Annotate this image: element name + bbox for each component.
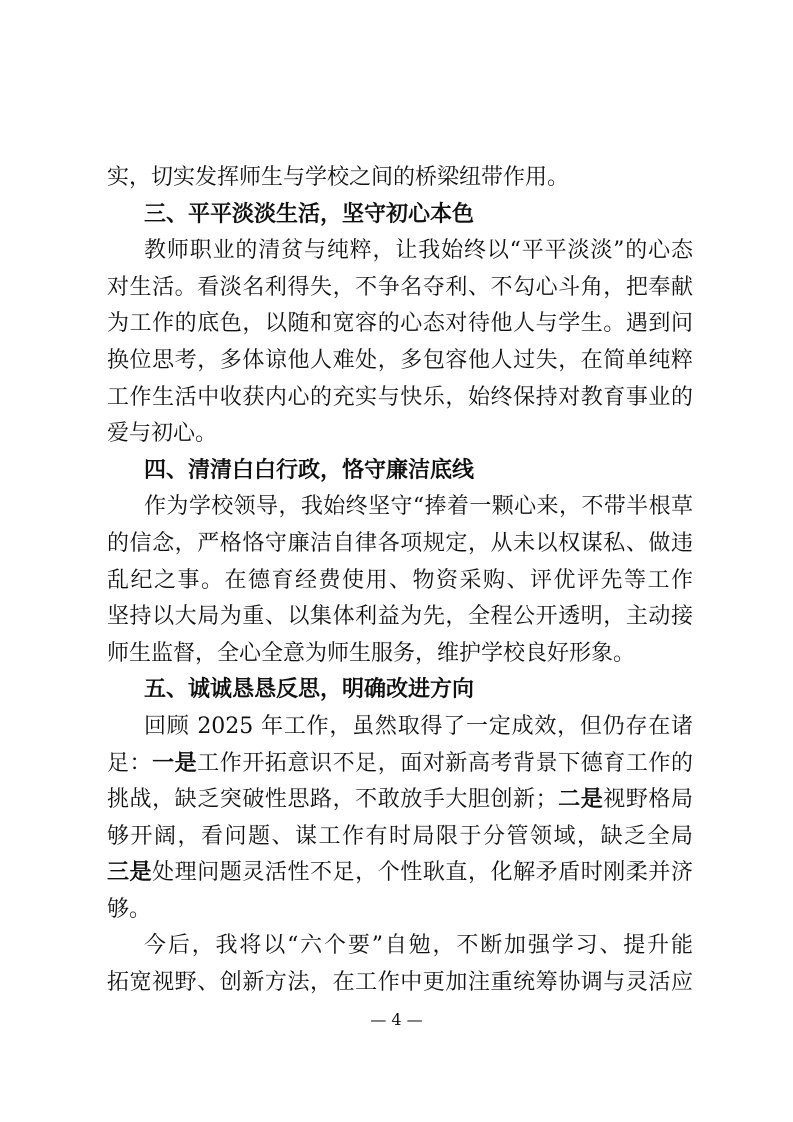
page-number: — 4 — xyxy=(370,1010,423,1029)
text-line xyxy=(107,233,693,270)
text-line xyxy=(107,270,693,307)
text-line xyxy=(107,306,693,343)
text-line xyxy=(107,965,693,1002)
text-segment: 够。 xyxy=(107,896,152,922)
text-segment: 今后，我将以“六个要”自勉，不断加强学习、提升能 xyxy=(144,933,693,959)
text-segment: 工作开拓意识不足，面对新高考背景下德育工作的 xyxy=(197,750,693,776)
text-line xyxy=(107,599,693,636)
document-body xyxy=(107,160,693,1002)
text-line xyxy=(107,892,693,929)
section-heading xyxy=(107,672,693,709)
text-line xyxy=(107,416,693,453)
text-segment: 的信念，严格恪守廉洁自律各项规定，从未以权谋私、做违 xyxy=(107,530,693,556)
text-segment: 作为学校领导，我始终坚守“捧着一颗心来，不带半根草 xyxy=(144,494,693,520)
text-segment: 四、清清白白行政，恪守廉洁底线 xyxy=(144,457,475,483)
bold-text: 三是 xyxy=(107,860,153,886)
text-line xyxy=(107,343,693,380)
text-segment: 为工作的底色，以随和宽容的心态对待他人与学生。遇到问 xyxy=(107,311,693,337)
text-segment: 三、平平淡淡生活，坚守初心本色 xyxy=(144,201,475,227)
text-segment: 拓宽视野、创新方法，在工作中更加注重统筹协调与灵活应 xyxy=(107,970,693,996)
text-segment: 坚持以大局为重、以集体利益为先，全程公开透明，主动接 xyxy=(107,604,693,630)
text-line xyxy=(107,819,693,856)
text-line xyxy=(107,709,693,746)
text-line xyxy=(107,526,693,563)
text-line xyxy=(107,160,693,197)
text-line xyxy=(107,855,693,892)
text-segment: 五、诚诚恳恳反思，明确改进方向 xyxy=(144,677,475,703)
bold-text: 二是 xyxy=(557,787,604,813)
text-line xyxy=(107,928,693,965)
section-heading xyxy=(107,197,693,234)
text-segment: 挑战，缺乏突破性思路，不敢放手大胆创新； xyxy=(107,787,558,813)
text-line xyxy=(107,489,693,526)
text-segment: 工作生活中收获内心的充实与快乐，始终保持对教育事业的 xyxy=(107,384,693,410)
text-segment: 换位思考，多体谅他人难处，多包容他人过失，在简单纯粹 xyxy=(107,347,693,373)
text-segment: 视野格局 xyxy=(603,787,693,813)
text-line xyxy=(107,746,693,783)
text-segment: 爱与初心。 xyxy=(107,421,218,447)
text-segment: 处理问题灵活性不足，个性耿直，化解矛盾时刚柔并济 xyxy=(152,860,693,886)
text-segment: 够开阔，看问题、谋工作有时局限于分管领域，缺乏全局 xyxy=(107,823,693,849)
text-line xyxy=(107,636,693,673)
text-segment: 足： xyxy=(107,750,153,776)
text-segment: 实，切实发挥师生与学校之间的桥梁纽带作用。 xyxy=(107,165,570,190)
text-segment: 对生活。看淡名利得失，不争名夺利、不勾心斗角，把奉献 xyxy=(107,274,693,300)
text-segment: 师生监督，全心全意为师生服务，维护学校良好形象。 xyxy=(107,640,636,666)
text-line xyxy=(107,563,693,600)
section-heading xyxy=(107,453,693,490)
text-segment: 乱纪之事。在德育经费使用、物资采购、评优评先等工作 xyxy=(107,567,693,593)
text-line xyxy=(107,380,693,417)
bold-text: 一是 xyxy=(152,750,198,776)
text-line xyxy=(107,782,693,819)
text-segment: 教师职业的清贫与纯粹，让我始终以“平平淡淡”的心态 xyxy=(144,238,693,264)
text-segment: 回顾 2025 年工作，虽然取得了一定成效，但仍存在诸 xyxy=(144,713,693,739)
